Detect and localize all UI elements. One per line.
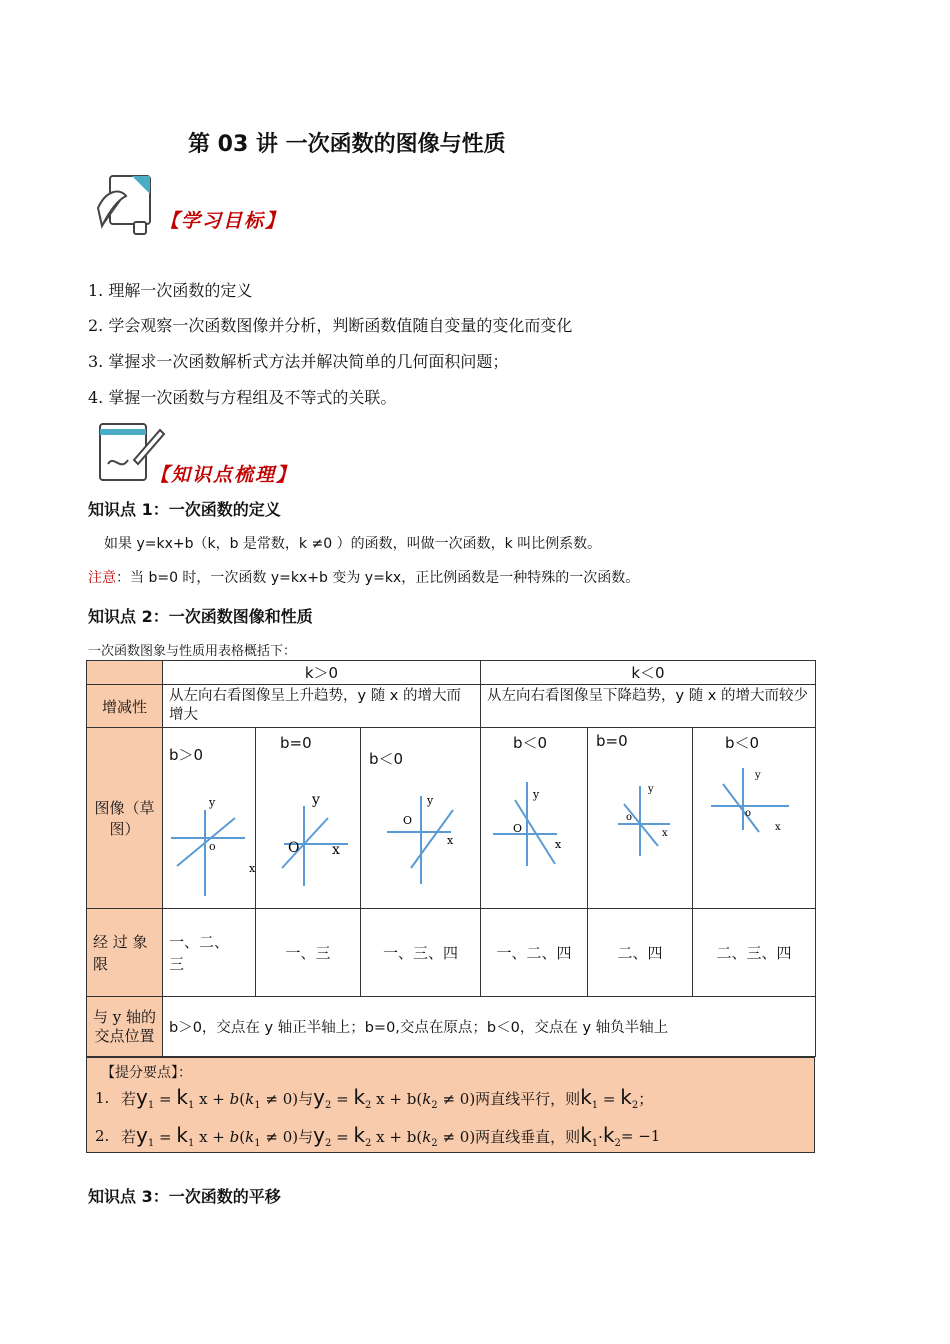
- axis-o-label: o: [745, 808, 752, 819]
- graph-falling-a: [481, 728, 588, 908]
- tips-heading: 【提分要点】：: [101, 1065, 192, 1081]
- graph-cell: [481, 728, 588, 909]
- header-k-negative: k＜0: [481, 661, 816, 685]
- tip-prefix: 若: [121, 1089, 137, 1108]
- tip-conclusion: $k_1 = k_2$: [580, 1085, 639, 1111]
- axis-y-label: y: [755, 770, 761, 781]
- graph-rising-origin: [256, 728, 361, 908]
- axis-x-label: x: [662, 828, 668, 839]
- tip-conclusion: $k_1\cdot k_2$: [580, 1123, 621, 1149]
- graph-condition: b＜0: [725, 734, 760, 752]
- note-label: 注意: [88, 570, 116, 586]
- tip-formula: $y_1 = k_1$ $x + b(k_1 \ne 0)$与$y_2 = k_2$ $x + b(k_2 \ne 0)$: [136, 1085, 476, 1111]
- graph-cell: [588, 728, 693, 909]
- graph-cell: [361, 728, 481, 909]
- graph-falling-origin: [588, 728, 693, 908]
- tips-box: [86, 1057, 815, 1153]
- graph-cell: [163, 728, 256, 909]
- axis-x-label: x: [332, 842, 340, 858]
- table-corner: [87, 661, 163, 685]
- tip-end: ；: [638, 1089, 654, 1108]
- axis-o-label: o: [209, 840, 216, 853]
- axis-y-label: y: [648, 784, 654, 795]
- axis-x-label: x: [249, 862, 256, 875]
- axis-x-label: x: [447, 834, 454, 847]
- trend-k-negative: 从左向右看图像呈下降趋势，y 随 x 的增大而较少: [481, 685, 816, 728]
- axis-y-label: y: [209, 796, 216, 809]
- axis-y-label: y: [533, 788, 540, 801]
- graph-cell: [256, 728, 361, 909]
- tip-prefix: 若: [121, 1127, 137, 1146]
- graph-rising-neg-intercept: [361, 728, 481, 908]
- tip-end: = −1: [620, 1127, 661, 1145]
- quadrant-cell: 一、二、三: [163, 909, 256, 997]
- quadrant-cell: 二、三、四: [693, 909, 816, 997]
- axis-x-label: x: [775, 822, 781, 833]
- page-title: 第 03 讲 一次函数的图像与性质: [188, 132, 506, 157]
- header-k-positive: k＞0: [163, 661, 481, 685]
- tip-suffix: 两直线垂直，则: [475, 1127, 581, 1146]
- tip-conj: 与: [298, 1090, 314, 1108]
- row-label-intercept: 与 y 轴的交点位置: [87, 997, 163, 1057]
- properties-table: [86, 660, 816, 1057]
- tip-conj: 与: [298, 1128, 314, 1146]
- tip-item-perpendicular: [95, 1120, 660, 1152]
- axis-o-label: o: [626, 812, 633, 823]
- note-text: ：当 b=0 时，一次函数 y=kx+b 变为 y=kx，正比例函数是一种特殊的一次函数。: [116, 570, 640, 586]
- axis-o-label: O: [403, 814, 413, 827]
- kp1-definition: 如果 y=kx+b（k，b 是常数，k ≠0 ）的函数，叫做一次函数，k 叫比例系数。: [104, 536, 602, 552]
- graph-cell: [693, 728, 816, 909]
- kp1-note: [88, 567, 639, 587]
- graph-condition: b=0: [280, 734, 312, 752]
- graph-falling-b: [693, 728, 816, 908]
- learning-goals-banner: 【学习目标】: [160, 210, 287, 232]
- scroll-quill-icon: [92, 170, 162, 240]
- axis-o-label: O: [513, 822, 523, 835]
- goal-item: 1. 理解一次函数的定义: [88, 281, 253, 300]
- tip-suffix: 两直线平行，则: [475, 1089, 581, 1108]
- graph-rising-pos-intercept: [163, 728, 256, 908]
- graph-condition: b＜0: [513, 734, 548, 752]
- row-label-quadrants: 经 过 象 限: [87, 909, 163, 997]
- tip-item-parallel: [95, 1082, 653, 1114]
- kp1-heading: 知识点 1：一次函数的定义: [88, 500, 281, 519]
- graph-condition: b＜0: [369, 750, 404, 768]
- quadrant-cell: 一、二、四: [481, 909, 588, 997]
- axis-y-label: y: [312, 792, 320, 808]
- axis-x-label: x: [555, 838, 562, 851]
- kp2-intro: 一次函数图象与性质用表格概括下：: [88, 644, 297, 659]
- intercept-text: b＞0，交点在 y 轴正半轴上；b=0,交点在原点；b＜0，交点在 y 轴负半轴上: [163, 997, 816, 1057]
- axis-o-label: O: [288, 840, 300, 856]
- graph-label-text: 图像（草图）: [94, 799, 155, 838]
- trend-k-positive: 从左向右看图像呈上升趋势，y 随 x 的增大而增大: [163, 685, 481, 728]
- tip-number: 1.: [95, 1089, 110, 1107]
- row-label-trend: 增减性: [87, 685, 163, 728]
- graph-condition: b=0: [596, 732, 628, 750]
- goal-item: 4. 掌握一次函数与方程组及不等式的关联。: [88, 388, 397, 407]
- quadrant-cell: 二、四: [588, 909, 693, 997]
- quadrant-cell: 一、三: [256, 909, 361, 997]
- knowledge-banner: 【知识点梳理】: [150, 464, 298, 486]
- kp2-heading: 知识点 2：一次函数图像和性质: [88, 607, 313, 626]
- kp3-heading: 知识点 3：一次函数的平移: [88, 1187, 281, 1206]
- axis-y-label: y: [427, 794, 434, 807]
- goal-item: 3. 掌握求一次函数解析式方法并解决简单的几何面积问题；: [88, 352, 509, 371]
- tip-formula: $y_1 = k_1$ $x + b(k_1 \ne 0)$与$y_2 = k_2$ $x + b(k_2 \ne 0)$: [136, 1123, 476, 1149]
- goal-item: 2. 学会观察一次函数图像并分析，判断函数值随自变量的变化而变化: [88, 316, 573, 335]
- quadrant-cell: 一、三、四: [361, 909, 481, 997]
- row-label-graph: [87, 728, 163, 909]
- graph-condition: b＞0: [169, 746, 204, 764]
- tip-number: 2.: [95, 1127, 110, 1145]
